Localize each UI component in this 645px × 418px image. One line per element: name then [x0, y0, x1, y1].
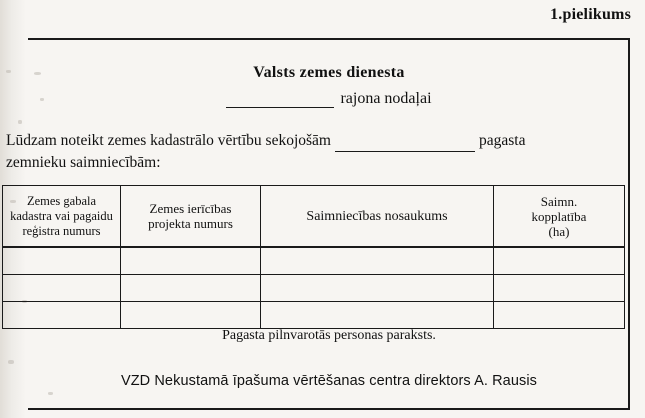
paragraph-text-a: Lūdzam noteikt zemes kadastrālo vērtību sekojošām — [6, 132, 331, 149]
footer-director-line: VZD Nekustamā īpašuma vērtēšanas centra direktors A. Rausis — [120, 373, 538, 389]
table-cell[interactable] — [3, 247, 121, 275]
title-department-suffix: rajona nodaļai — [340, 90, 432, 107]
table-header-cell-project — [121, 186, 261, 248]
table-cell[interactable] — [261, 275, 494, 302]
header-line: Saimn. — [540, 193, 578, 209]
paragraph-text-line2: zemnieku saimniecībām: — [6, 154, 161, 171]
table-header-cell-area — [494, 186, 625, 248]
table-cell[interactable] — [261, 247, 494, 275]
header-line: Zemes gabala — [26, 193, 97, 208]
table-header-cell-cadastre — [3, 186, 121, 248]
table-cell[interactable] — [494, 247, 625, 275]
document-frame — [6, 38, 630, 410]
scan-speck — [6, 70, 11, 73]
title-authority: Valsts zemes dienesta — [253, 64, 405, 81]
appendix-label: 1.pielikums — [550, 6, 631, 23]
table-cell[interactable] — [494, 302, 625, 329]
blank-fill-parish[interactable] — [335, 138, 475, 152]
table-row — [3, 275, 625, 302]
table-cell[interactable] — [3, 275, 121, 302]
paragraph-text-b: pagasta — [478, 132, 526, 149]
header-line: Zemes ierīcības — [149, 201, 232, 216]
scan-speck — [18, 120, 22, 124]
request-paragraph — [6, 130, 630, 174]
table-header-cell-farm-name — [261, 186, 494, 248]
header-line: Saimniecības nosaukums — [306, 208, 448, 224]
blank-fill-region[interactable] — [226, 94, 334, 108]
title-department-line — [28, 90, 630, 108]
table-row — [3, 302, 625, 329]
header-line: projekta numurs — [148, 216, 233, 231]
table-cell[interactable] — [494, 275, 625, 302]
header-line: kadastra vai pagaidu — [10, 208, 113, 223]
signature-caption: Pagasta pilnvarotās personas paraksts. — [222, 328, 436, 343]
table-cell[interactable] — [121, 302, 261, 329]
header-line: (ha) — [548, 223, 570, 239]
title-block — [28, 64, 630, 108]
scan-speck — [8, 360, 14, 364]
table-cell[interactable] — [121, 247, 261, 275]
table-header-row — [3, 186, 625, 248]
table-row — [3, 247, 625, 275]
header-line: kopplatība — [531, 208, 587, 224]
header-line: reģistra numurs — [22, 223, 101, 238]
table-cell[interactable] — [261, 302, 494, 329]
table-cell[interactable] — [121, 275, 261, 302]
farms-table — [2, 185, 625, 329]
table-cell[interactable] — [3, 302, 121, 329]
